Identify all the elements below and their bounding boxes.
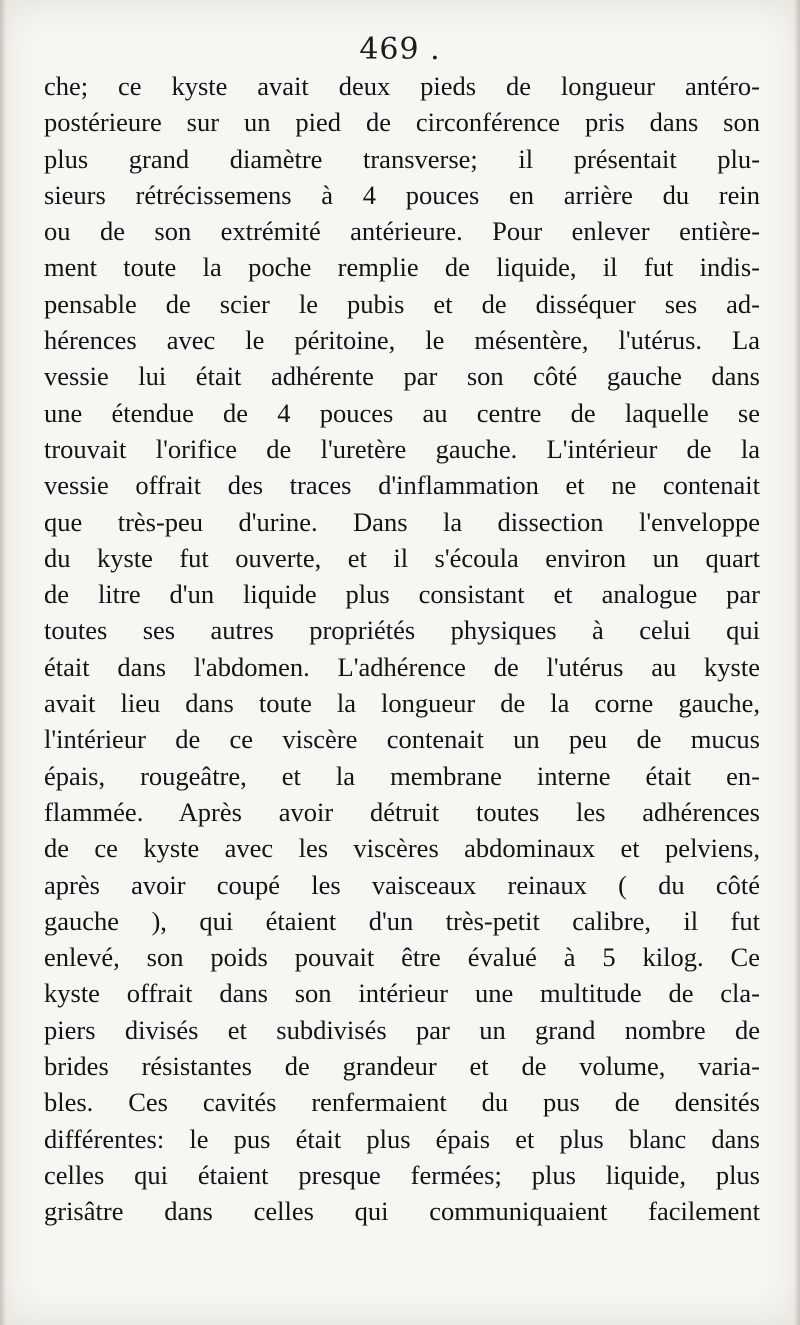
text-line: hérences avec le péritoine, le mésentère, l'utérus. La	[44, 325, 760, 356]
text-line: gauche ), qui étaient d'un très-petit calibre, il fut	[44, 905, 760, 936]
text-line: sieurs rétrécissemens à 4 pouces en arrière du rein	[44, 179, 760, 210]
text-line: brides résistantes de grandeur et de volume, varia-	[44, 1051, 760, 1082]
page-right-edge	[794, 0, 800, 1325]
page-number: 469 .	[359, 32, 441, 67]
text-line: grisâtre dans celles qui communiquaient facilement	[44, 1196, 760, 1227]
body-text	[44, 68, 760, 1230]
text-line: piers divisés et subdivisés par un grand nombre de	[44, 1014, 760, 1045]
text-line: de ce kyste avec les viscères abdominaux et pelviens,	[44, 833, 760, 864]
text-line: che; ce kyste avait deux pieds de longueur antéro-	[44, 71, 760, 101]
text-line: postérieure sur un pied de circonférence pris dans son	[44, 107, 760, 138]
text-line: épais, rougeâtre, et la membrane interne était en-	[44, 760, 760, 791]
text-line: celles qui étaient presque fermées; plus liquide, plus	[44, 1159, 760, 1190]
text-line: avait lieu dans toute la longueur de la corne gauche,	[44, 688, 760, 719]
text-line: était dans l'abdomen. L'adhérence de l'utérus au kyste	[44, 651, 760, 682]
text-line: pensable de scier le pubis et de disséquer ses ad-	[44, 288, 760, 319]
text-line: flammée. Après avoir détruit toutes les adhérences	[44, 796, 760, 827]
text-line: plus grand diamètre transverse; il présentait plu-	[44, 143, 760, 174]
text-line: vessie offrait des traces d'inflammation et ne contenait	[44, 470, 760, 501]
text-line: du kyste fut ouverte, et il s'écoula environ un quart	[44, 542, 760, 573]
text-line: différentes: le pus était plus épais et plus blanc dans	[44, 1123, 760, 1154]
text-line: ou de son extrémité antérieure. Pour enlever entière-	[44, 216, 760, 247]
text-line: trouvait l'orifice de l'uretère gauche. L'intérieur de la	[44, 433, 760, 464]
text-line: kyste offrait dans son intérieur une multitude de cla-	[44, 978, 760, 1009]
text-line: que très-peu d'urine. Dans la dissection l'enveloppe	[44, 506, 760, 537]
text-line: une étendue de 4 pouces au centre de laquelle se	[44, 397, 760, 428]
text-line: ment toute la poche remplie de liquide, il fut indis-	[44, 252, 760, 283]
text-line: de litre d'un liquide plus consistant et analogue par	[44, 579, 760, 610]
text-line: toutes ses autres propriétés physiques à celui qui	[44, 615, 760, 646]
text-line: après avoir coupé les vaisceaux reinaux ( du côté	[44, 869, 760, 900]
text-line: bles. Ces cavités renfermaient du pus de densités	[44, 1087, 760, 1118]
text-line: enlevé, son poids pouvait être évalué à 5 kilog. Ce	[44, 942, 760, 973]
text-line: vessie lui était adhérente par son côté gauche dans	[44, 361, 760, 392]
text-line: l'intérieur de ce viscère contenait un peu de mucus	[44, 724, 760, 755]
page-left-edge	[0, 0, 6, 1325]
